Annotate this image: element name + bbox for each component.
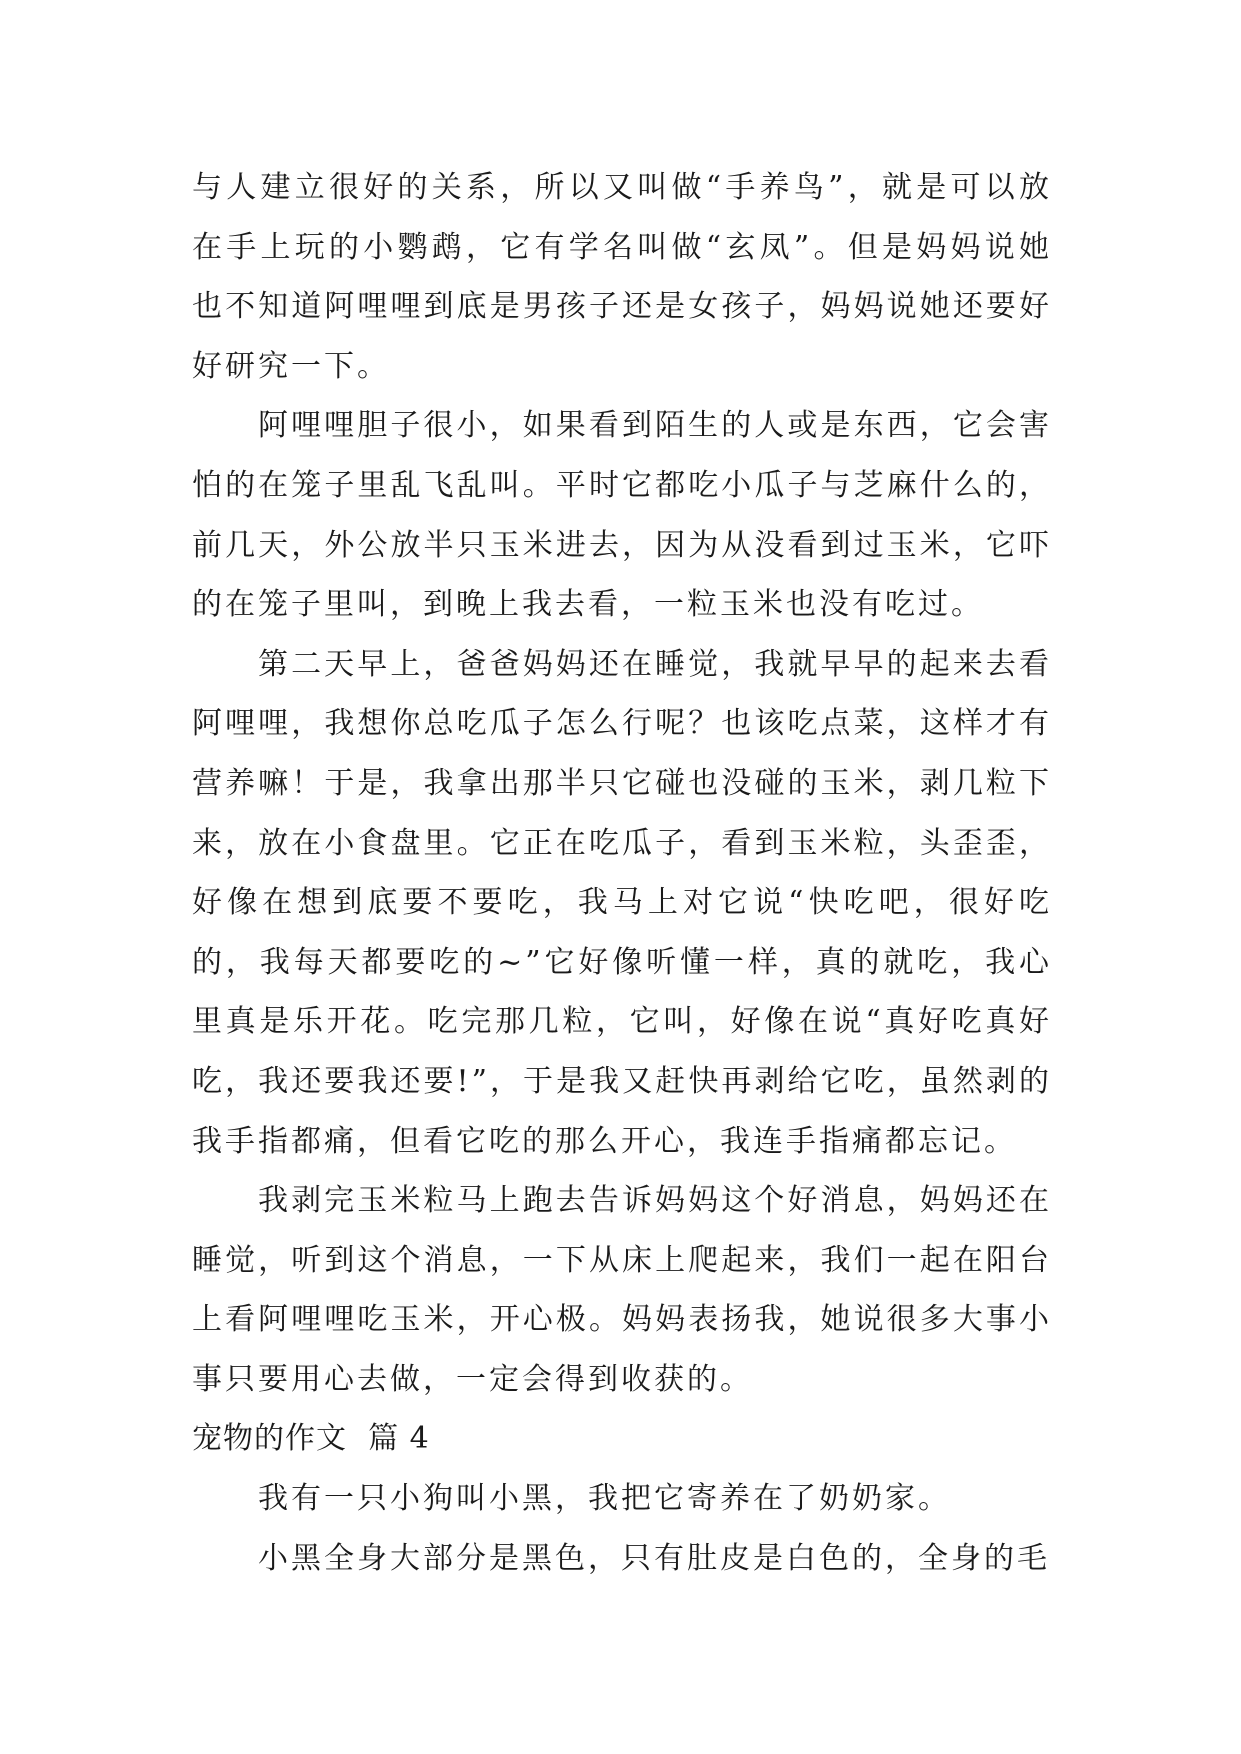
paragraph-2: 阿哩哩胆子很小，如果看到陌生的人或是东西，它会害怕的在笼子里乱飞乱叫。平时它都吃小瓜子与芝麻什么的，前几天，外公放半只玉米进去，因为从没看到过玉米，它吓的在笼子里叫，到晚上我去看，一粒玉米也没有吃过。: [192, 408, 1052, 623]
essay-body: [192, 158, 1052, 1588]
paragraph-5: 我有一只小狗叫小黑，我把它寄养在了奶奶家。: [258, 1481, 951, 1517]
paragraph-4: 我剥完玉米粒马上跑去告诉妈妈这个好消息，妈妈还在睡觉，听到这个消息，一下从床上爬起来，我们一起在阳台上看阿哩哩吃玉米，开心极。妈妈表扬我，她说很多大事小事只要用心去做，一定会得到收获的。: [192, 1183, 1052, 1397]
paragraph-3: 第二天早上，爸爸妈妈还在睡觉，我就早早的起来去看阿哩哩，我想你总吃瓜子怎么行呢？也该吃点菜，这样才有营养嘛！于是，我拿出那半只它碰也没碰的玉米，剥几粒下来，放在小食盘里。它正在吃瓜子，看到玉米粒，头歪歪，好像在想到底要不要吃，我马上对它说“快吃吧，很好吃的，我每天都要吃的~”它好像听懂一样，真的就吃，我心里真是乐开花。吃完那几粒，它叫，好像在说“真好吃真好吃，我还要我还要!”，于是我又赶快再剥给它吃，虽然剥的我手指都痛，但看它吃的那么开心，我连手指痛都忘记。: [192, 646, 1052, 1159]
paragraph-1: 与人建立很好的关系，所以又叫做“手养鸟”，就是可以放在手上玩的小鹦鹉，它有学名叫做“玄凤”。但是妈妈说她也不知道阿哩哩到底是男孩子还是女孩子，妈妈说她还要好好研究一下。: [192, 170, 1052, 384]
paragraph-6: 小黑全身大部分是黑色，只有肚皮是白色的，全身的毛: [258, 1540, 1050, 1576]
section-heading: 宠物的作文 篇 4: [192, 1421, 430, 1457]
